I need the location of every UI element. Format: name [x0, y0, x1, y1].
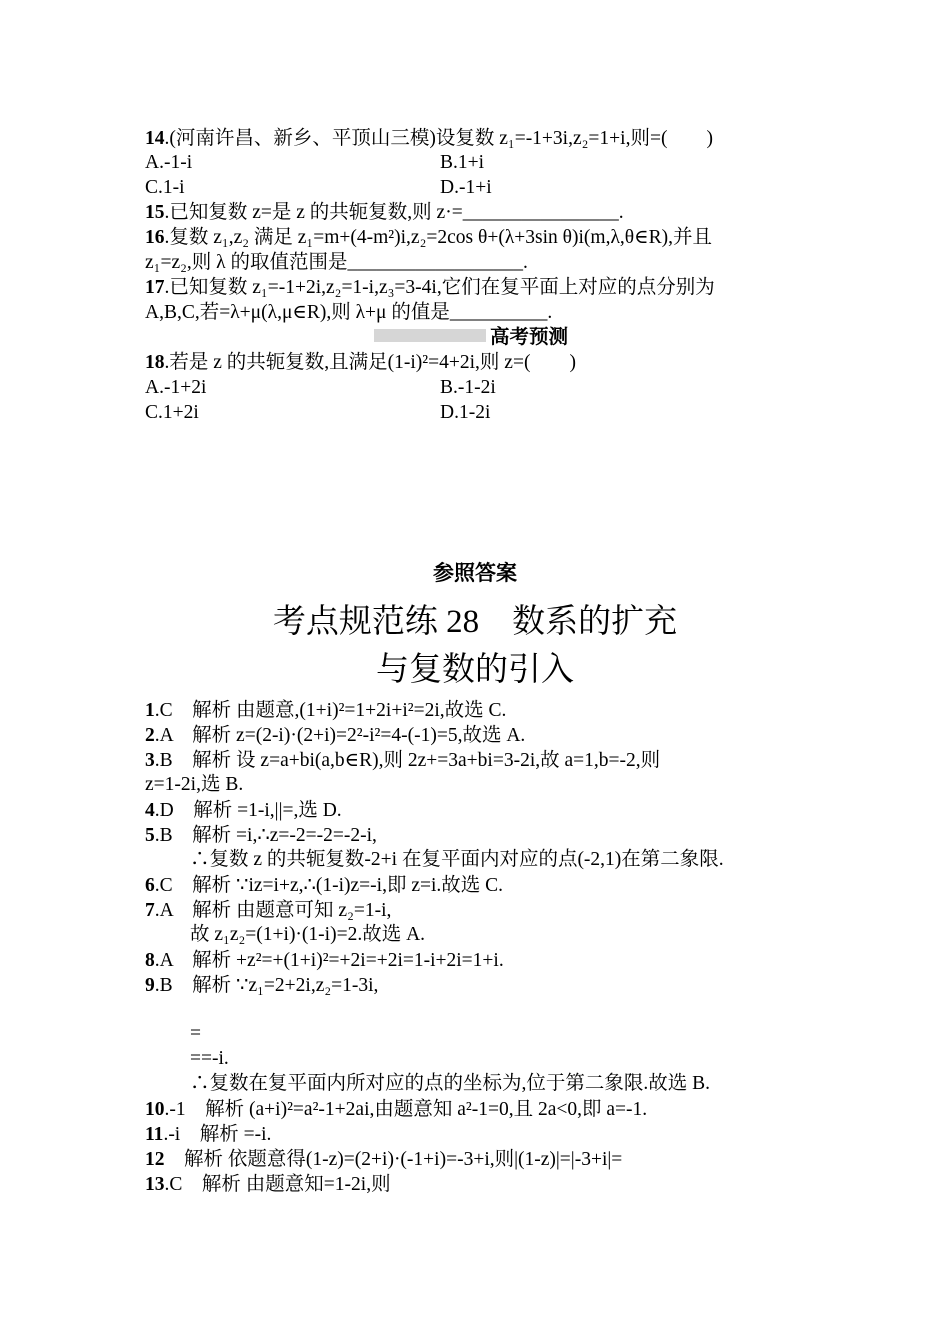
- analysis-label: 解析: [193, 798, 233, 821]
- answer-3: [145, 747, 660, 773]
- answer-text: 故 z₁z₂=(1+i)·(1-i)=2.故选 A.: [190, 924, 426, 945]
- answer-number: 11: [145, 1124, 164, 1145]
- answer-text: z=(2-i)·(2+i)=2²-i²=4-(-1)=5,故选 A.: [236, 725, 526, 746]
- answer-9: [145, 972, 378, 998]
- answer-number: 12: [145, 1149, 165, 1170]
- analysis-label: 解析: [201, 1172, 241, 1195]
- question-14-options-ab: [145, 150, 485, 175]
- question-14-options-cd: [145, 175, 492, 200]
- answer-5: [145, 822, 377, 848]
- answer-text: ∴复数 z 的共轭复数-2+i 在复平面内对应的点(-2,1)在第二象限.: [190, 849, 724, 870]
- answer-text: +z²=+(1+i)²=+2i=+2i=1-i+2i=1+i.: [236, 950, 504, 971]
- answer-choice: .B: [154, 750, 173, 771]
- answer-10: [145, 1096, 647, 1122]
- answer-text: ∵iz=i+z,∴(1-i)z=-i,即 z=i.故选 C.: [236, 875, 504, 896]
- question-text: .若是 z 的共轭复数,且满足(1-i)²=4+2i,则 z=( ): [164, 352, 576, 373]
- answer-text: 由题意知=1-2i,则: [245, 1174, 391, 1195]
- analysis-label: 解析: [199, 1122, 239, 1145]
- question-16-cont: [145, 250, 528, 275]
- answer-choice: .A: [154, 900, 173, 921]
- main-title-line-2: 与复数的引入: [376, 652, 574, 688]
- option-b: B.1+i: [440, 152, 485, 173]
- answer-5-cont: [190, 847, 724, 872]
- answer-number: 2: [145, 725, 155, 746]
- question-18-options-ab: [145, 375, 496, 400]
- answer-number: 4: [145, 800, 155, 821]
- question-number: 17: [145, 277, 165, 298]
- analysis-label: 解析: [184, 1147, 224, 1170]
- answer-number: 7: [145, 900, 155, 921]
- analysis-label: 解析: [192, 698, 232, 721]
- answer-6: [145, 872, 503, 898]
- option-a: A.-1+2i: [145, 377, 207, 398]
- answer-number: 8: [145, 950, 155, 971]
- answer-number: 3: [145, 750, 155, 771]
- question-number: 14: [145, 128, 165, 149]
- answer-11: [145, 1121, 271, 1147]
- main-title-line-1: 考点规范练 28 数系的扩充: [272, 604, 678, 640]
- question-text: .(河南许昌、新乡、平顶山三模)设复数 z₁=-1+3i,z₂=1+i,则=( ): [164, 128, 713, 149]
- answer-choice: .B: [154, 825, 173, 846]
- answer-text: (a+i)²=a²-1+2ai,由题意知 a²-1=0,且 2a<0,即 a=-1.: [249, 1099, 648, 1120]
- answer-2: [145, 722, 525, 748]
- analysis-label: 解析: [192, 748, 232, 771]
- question-18: [145, 350, 576, 375]
- answer-choice: .C: [154, 875, 173, 896]
- answer-choice: .B: [154, 975, 173, 996]
- answer-9-cont-1: [190, 1021, 201, 1046]
- answer-choice: .-i: [163, 1124, 181, 1145]
- answer-text: z=1-2i,选 B.: [145, 774, 244, 795]
- answer-1: [145, 697, 506, 723]
- answer-choice: .A: [154, 950, 173, 971]
- option-b: B.-1-2i: [440, 377, 496, 398]
- question-text: .复数 z₁,z₂ 满足 z₁=m+(4-m²)i,z₂=2cos θ+(λ+3sin θ)i(m,λ,θ∈R),并且: [164, 227, 712, 248]
- answer-text: ∵z₁=2+2i,z₂=1-3i,: [236, 975, 379, 996]
- answer-8: [145, 947, 504, 973]
- answer-text: =: [190, 1023, 201, 1044]
- section-bar: [374, 329, 486, 342]
- analysis-label: 解析: [192, 823, 232, 846]
- analysis-label: 解析: [205, 1097, 245, 1120]
- question-17: [145, 275, 715, 300]
- question-number: 15: [145, 202, 165, 223]
- option-d: D.1-2i: [440, 402, 491, 423]
- answer-7: [145, 897, 391, 923]
- question-number: 18: [145, 352, 165, 373]
- answer-number: 6: [145, 875, 155, 896]
- answer-9-cont-3: [190, 1071, 710, 1096]
- answer-choice: .A: [154, 725, 173, 746]
- answer-number: 9: [145, 975, 155, 996]
- answer-9-cont-2: [190, 1046, 229, 1071]
- option-a: A.-1-i: [145, 152, 193, 173]
- answer-number: 5: [145, 825, 155, 846]
- answer-number: 1: [145, 700, 155, 721]
- answer-choice: .-1: [164, 1099, 186, 1120]
- answers-title: 参照答案: [433, 561, 517, 585]
- analysis-label: 解析: [192, 948, 232, 971]
- question-text: z₁=z₂,则 λ 的取值范围是__________________.: [145, 252, 528, 273]
- answer-text: 由题意可知 z₂=1-i,: [236, 900, 392, 921]
- answer-text: 设 z=a+bi(a,b∈R),则 2z+=3a+bi=3-2i,故 a=1,b=-2,则: [236, 750, 661, 771]
- question-text: A,B,C,若=λ+μ(λ,μ∈R),则 λ+μ 的值是__________.: [145, 302, 553, 323]
- question-14: [145, 126, 713, 151]
- question-text: .已知复数 z=是 z 的共轭复数,则 z·=________________.: [164, 202, 624, 223]
- answer-text: ∴复数在复平面内所对应的点的坐标为,位于第二象限.故选 B.: [190, 1073, 711, 1094]
- answer-12: [145, 1146, 622, 1172]
- answer-choice: .C: [164, 1174, 183, 1195]
- question-15: [145, 200, 624, 225]
- answer-7-cont: [190, 922, 425, 947]
- answer-choice: .C: [154, 700, 173, 721]
- answer-number: 13: [145, 1174, 165, 1195]
- question-18-options-cd: [145, 400, 491, 425]
- analysis-label: 解析: [192, 898, 232, 921]
- answer-3-cont: [145, 772, 243, 797]
- answer-text: 由题意,(1+i)²=1+2i+i²=2i,故选 C.: [236, 700, 507, 721]
- question-16: [145, 225, 712, 250]
- option-c: C.1+2i: [145, 402, 199, 423]
- analysis-label: 解析: [192, 973, 232, 996]
- answer-4: [145, 797, 342, 823]
- answer-text: =i,∴z=-2=-2=-2-i,: [236, 825, 377, 846]
- answer-text: ==-i.: [190, 1048, 229, 1069]
- section-title: 高考预测: [490, 325, 569, 348]
- analysis-label: 解析: [192, 873, 232, 896]
- question-text: .已知复数 z₁=-1+2i,z₂=1-i,z₃=3-4i,它们在复平面上对应的点分别为: [164, 277, 715, 298]
- answer-13: [145, 1171, 391, 1197]
- answer-number: 10: [145, 1099, 165, 1120]
- answer-text: =1-i,||=,选 D.: [237, 800, 342, 821]
- option-d: D.-1+i: [440, 177, 492, 198]
- analysis-label: 解析: [192, 723, 232, 746]
- option-c: C.1-i: [145, 177, 185, 198]
- answer-text: =-i.: [243, 1124, 272, 1145]
- answer-choice: .D: [154, 800, 174, 821]
- question-17-cont: [145, 300, 552, 325]
- answer-text: 依题意得(1-z)=(2+i)·(-1+i)=-3+i,则|(1-z)|=|-3+i|=: [227, 1149, 623, 1170]
- question-number: 16: [145, 227, 165, 248]
